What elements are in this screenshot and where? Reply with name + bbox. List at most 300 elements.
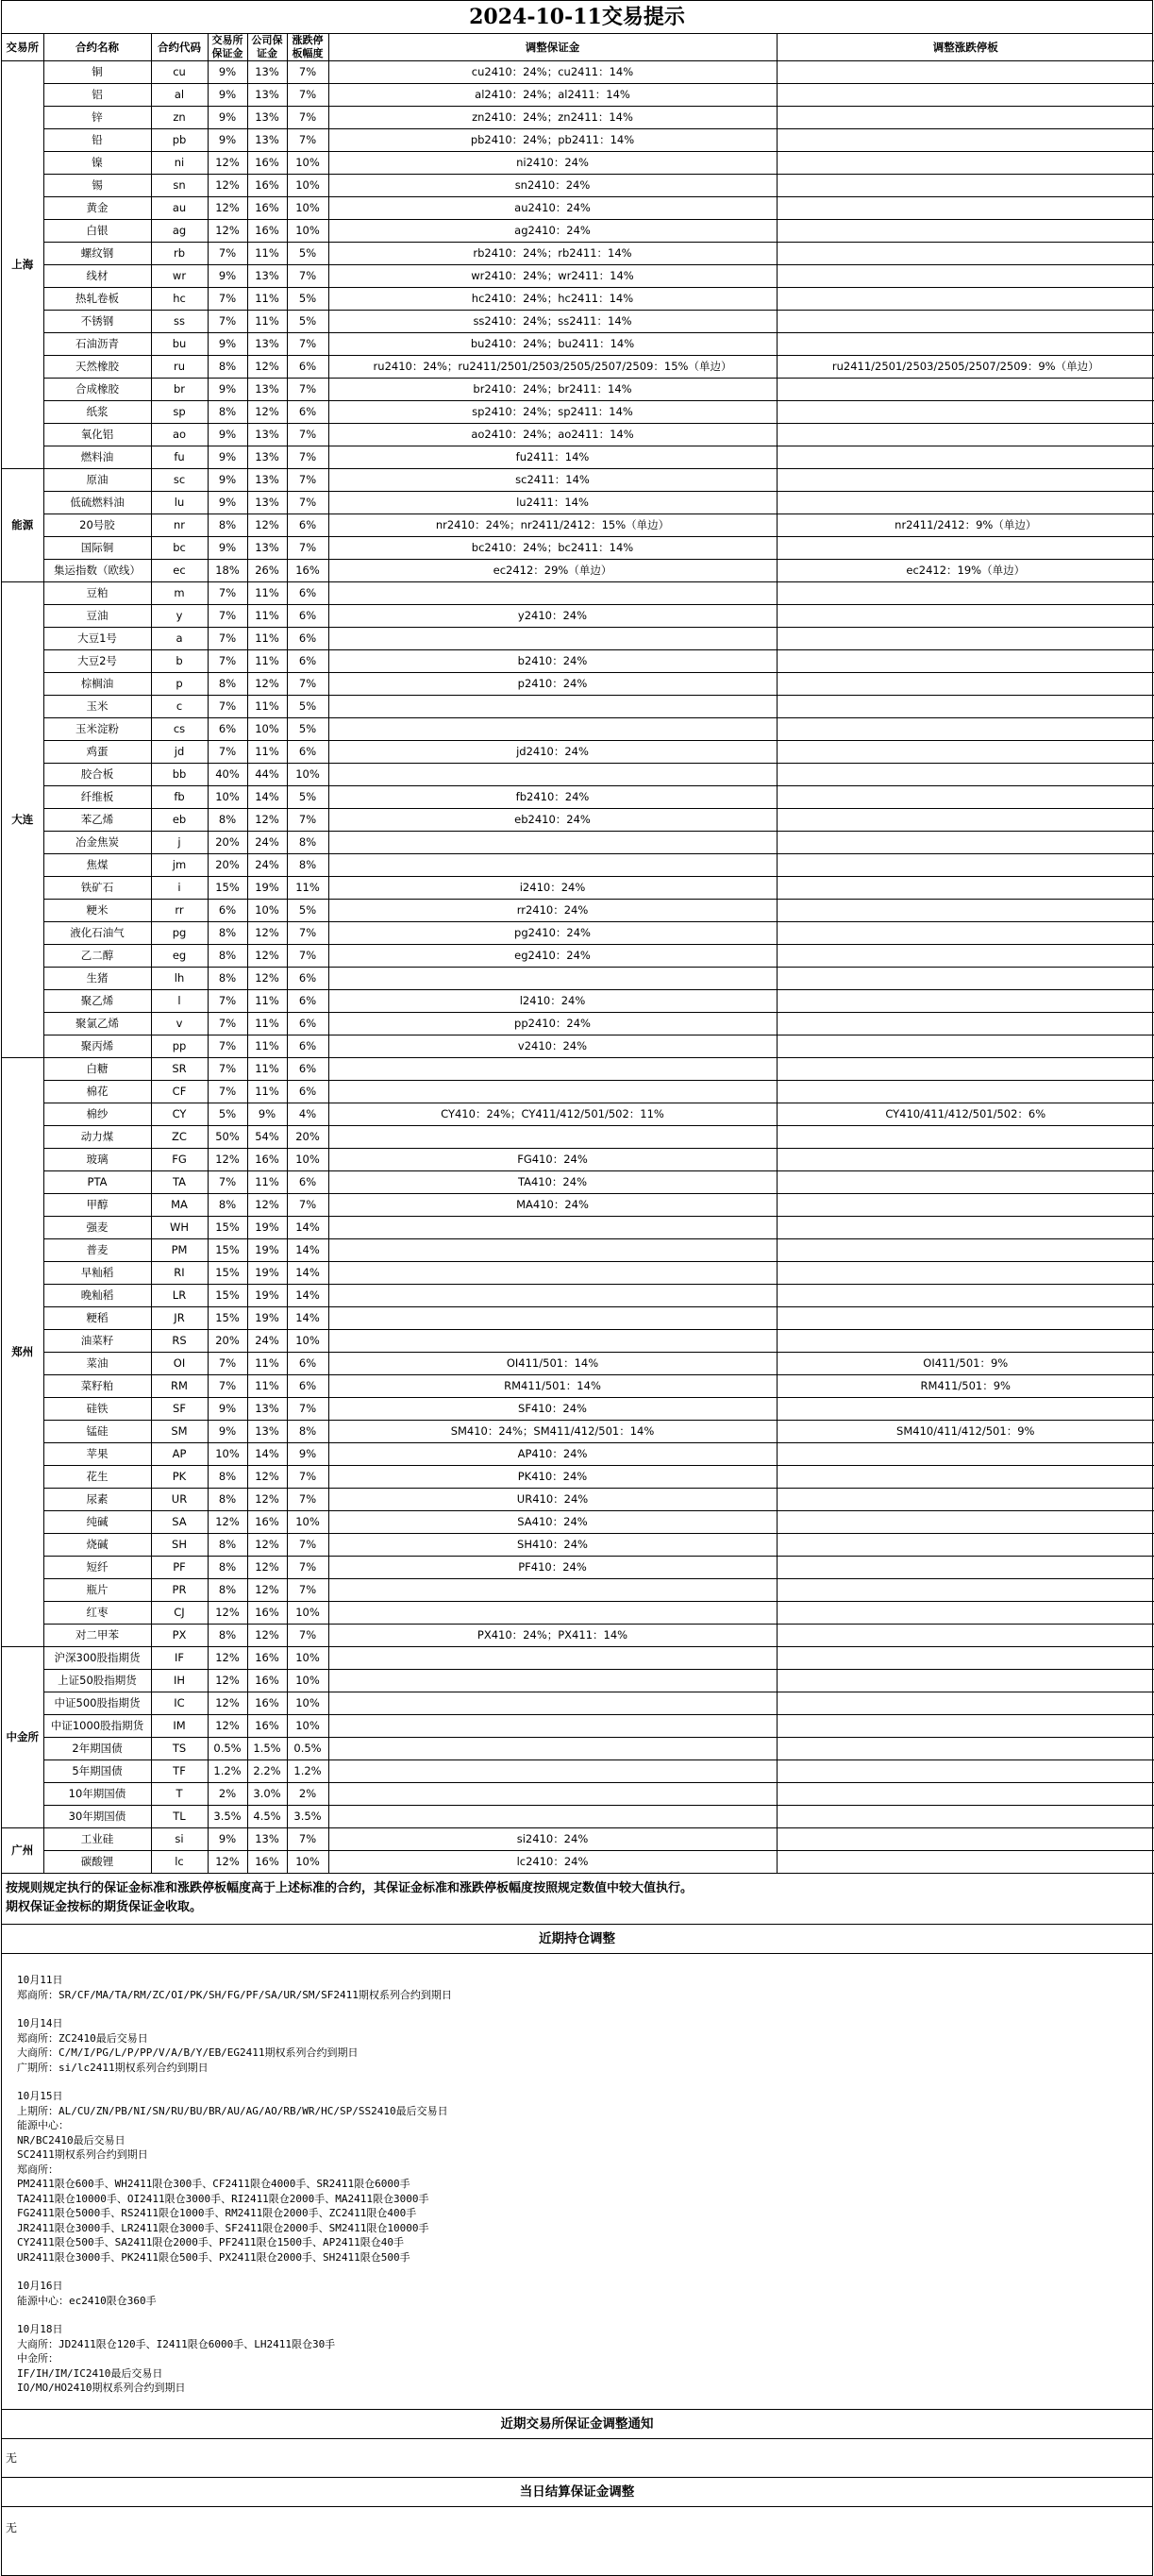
position-group bbox=[17, 2016, 1137, 2075]
adjusted-limit-cell bbox=[777, 718, 1154, 741]
exchange-margin-cell: 8% bbox=[208, 1194, 247, 1217]
limit-cell: 7% bbox=[287, 424, 328, 446]
exchange-margin-cell: 8% bbox=[208, 809, 247, 832]
company-margin-cell: 13% bbox=[247, 446, 287, 469]
position-date: 10月16日 bbox=[17, 2280, 63, 2292]
exchange-margin-cell: 9% bbox=[208, 424, 247, 446]
limit-cell: 5% bbox=[287, 288, 328, 311]
position-line: 能源中心：ec2410限仓360手 bbox=[17, 2294, 157, 2307]
exchange-margin-cell: 9% bbox=[208, 84, 247, 107]
table-row bbox=[2, 1738, 1154, 1760]
adjusted-margin-cell: i2410：24% bbox=[328, 877, 777, 900]
table-row bbox=[2, 1421, 1154, 1443]
company-margin-cell: 16% bbox=[247, 175, 287, 197]
company-margin-cell: 12% bbox=[247, 514, 287, 537]
contract-name-cell: 集运指数（欧线） bbox=[43, 560, 151, 582]
contract-name-cell: 油菜籽 bbox=[43, 1330, 151, 1353]
table-row bbox=[2, 1194, 1154, 1217]
company-margin-cell: 11% bbox=[247, 1375, 287, 1398]
contract-name-cell: 玻璃 bbox=[43, 1149, 151, 1171]
adjusted-limit-cell bbox=[777, 1806, 1154, 1828]
adjusted-limit-cell bbox=[777, 1625, 1154, 1647]
exchange-margin-cell: 7% bbox=[208, 1058, 247, 1081]
company-margin-cell: 13% bbox=[247, 1398, 287, 1421]
exchange-cell: 能源 bbox=[2, 469, 43, 582]
adjusted-limit-cell bbox=[777, 877, 1154, 900]
exchange-margin-cell: 7% bbox=[208, 650, 247, 673]
table-row bbox=[2, 628, 1154, 650]
note-line: 期权保证金按标的期货保证金收取。 bbox=[6, 1900, 203, 1914]
contract-name-cell: 鸡蛋 bbox=[43, 741, 151, 764]
contract-name-cell: 5年期国债 bbox=[43, 1760, 151, 1783]
contract-code-cell: y bbox=[151, 605, 208, 628]
contract-code-cell: cs bbox=[151, 718, 208, 741]
adjusted-limit-cell: nr2411/2412：9%（单边） bbox=[777, 514, 1154, 537]
adjusted-margin-cell: PX410：24%；PX411：14% bbox=[328, 1625, 777, 1647]
company-margin-cell: 19% bbox=[247, 1307, 287, 1330]
contract-code-cell: PF bbox=[151, 1557, 208, 1579]
adjusted-limit-cell bbox=[777, 1443, 1154, 1466]
contract-code-cell: p bbox=[151, 673, 208, 696]
adjusted-margin-cell: lc2410：24% bbox=[328, 1851, 777, 1874]
exchange-margin-cell: 8% bbox=[208, 945, 247, 968]
header-company-margin: 公司保证金 bbox=[247, 34, 287, 61]
adjusted-margin-cell bbox=[328, 1126, 777, 1149]
position-group bbox=[17, 1973, 1137, 2002]
table-row bbox=[2, 492, 1154, 514]
contract-name-cell: 苹果 bbox=[43, 1443, 151, 1466]
adjusted-limit-cell bbox=[777, 1579, 1154, 1602]
table-row bbox=[2, 1353, 1154, 1375]
trading-notice-sheet bbox=[1, 0, 1153, 2576]
contract-code-cell: lh bbox=[151, 968, 208, 990]
adjusted-limit-cell bbox=[777, 152, 1154, 175]
limit-cell: 6% bbox=[287, 582, 328, 605]
adjusted-margin-cell bbox=[328, 1783, 777, 1806]
position-line: IF/IH/IM/IC2410最后交易日 bbox=[17, 2366, 163, 2380]
table-row bbox=[2, 1602, 1154, 1625]
adjusted-limit-cell: SM410/411/412/501：9% bbox=[777, 1421, 1154, 1443]
company-margin-cell: 19% bbox=[247, 877, 287, 900]
adjusted-margin-cell: AP410：24% bbox=[328, 1443, 777, 1466]
limit-cell: 7% bbox=[287, 333, 328, 356]
company-margin-cell: 11% bbox=[247, 288, 287, 311]
exchange-margin-cell: 9% bbox=[208, 1828, 247, 1851]
contract-code-cell: CJ bbox=[151, 1602, 208, 1625]
contract-code-cell: au bbox=[151, 197, 208, 220]
adjusted-limit-cell bbox=[777, 424, 1154, 446]
contract-name-cell: 上证50股指期货 bbox=[43, 1670, 151, 1692]
position-line: 中金所： bbox=[17, 2352, 59, 2365]
adjusted-margin-cell: zn2410：24%；zn2411：14% bbox=[328, 107, 777, 129]
contract-name-cell: 铜 bbox=[43, 61, 151, 84]
adjusted-margin-cell: PF410：24% bbox=[328, 1557, 777, 1579]
company-margin-cell: 13% bbox=[247, 61, 287, 84]
adjusted-limit-cell bbox=[777, 1602, 1154, 1625]
exchange-margin-cell: 9% bbox=[208, 61, 247, 84]
table-row bbox=[2, 1149, 1154, 1171]
limit-cell: 10% bbox=[287, 220, 328, 243]
adjusted-limit-cell bbox=[777, 1171, 1154, 1194]
position-group bbox=[17, 2089, 1137, 2265]
adjusted-margin-cell bbox=[328, 1579, 777, 1602]
table-row bbox=[2, 1307, 1154, 1330]
adjusted-limit-cell: ru2411/2501/2503/2505/2507/2509：9%（单边） bbox=[777, 356, 1154, 379]
table-row bbox=[2, 175, 1154, 197]
limit-cell: 1.2% bbox=[287, 1760, 328, 1783]
page-title: 2024-10-11交易提示 bbox=[2, 1, 1152, 34]
company-margin-cell: 1.5% bbox=[247, 1738, 287, 1760]
adjusted-limit-cell: OI411/501：9% bbox=[777, 1353, 1154, 1375]
contract-name-cell: 铝 bbox=[43, 84, 151, 107]
exchange-margin-cell: 7% bbox=[208, 1375, 247, 1398]
contract-code-cell: JR bbox=[151, 1307, 208, 1330]
exchange-margin-cell: 12% bbox=[208, 197, 247, 220]
contract-name-cell: 白银 bbox=[43, 220, 151, 243]
company-margin-cell: 13% bbox=[247, 84, 287, 107]
adjusted-margin-cell: sn2410：24% bbox=[328, 175, 777, 197]
adjusted-margin-cell bbox=[328, 1602, 777, 1625]
limit-cell: 5% bbox=[287, 243, 328, 265]
adjusted-limit-cell: CY410/411/412/501/502：6% bbox=[777, 1103, 1154, 1126]
exchange-margin-cell: 0.5% bbox=[208, 1738, 247, 1760]
contract-name-cell: 纯碱 bbox=[43, 1511, 151, 1534]
company-margin-cell: 13% bbox=[247, 379, 287, 401]
contract-code-cell: ni bbox=[151, 152, 208, 175]
table-row bbox=[2, 764, 1154, 786]
contract-code-cell: IF bbox=[151, 1647, 208, 1670]
contract-code-cell: eg bbox=[151, 945, 208, 968]
adjusted-margin-cell: al2410：24%；al2411：14% bbox=[328, 84, 777, 107]
contract-name-cell: 短纤 bbox=[43, 1557, 151, 1579]
exchange-margin-cell: 7% bbox=[208, 1353, 247, 1375]
contract-name-cell: 硅铁 bbox=[43, 1398, 151, 1421]
adjusted-limit-cell bbox=[777, 968, 1154, 990]
adjusted-margin-cell: pp2410：24% bbox=[328, 1013, 777, 1035]
contract-name-cell: 豆油 bbox=[43, 605, 151, 628]
contract-code-cell: ZC bbox=[151, 1126, 208, 1149]
table-row bbox=[2, 311, 1154, 333]
table-row bbox=[2, 922, 1154, 945]
adjusted-margin-cell: jd2410：24% bbox=[328, 741, 777, 764]
company-margin-cell: 12% bbox=[247, 673, 287, 696]
table-row bbox=[2, 243, 1154, 265]
exchange-margin-cell: 18% bbox=[208, 560, 247, 582]
exchange-margin-cell: 10% bbox=[208, 786, 247, 809]
contract-code-cell: LR bbox=[151, 1285, 208, 1307]
header-adjusted-limit: 调整涨跌停板 bbox=[777, 34, 1154, 61]
company-margin-cell: 11% bbox=[247, 1058, 287, 1081]
table-row bbox=[2, 197, 1154, 220]
limit-cell: 7% bbox=[287, 1398, 328, 1421]
exchange-margin-cell: 20% bbox=[208, 832, 247, 854]
limit-cell: 5% bbox=[287, 900, 328, 922]
contract-name-cell: 冶金焦炭 bbox=[43, 832, 151, 854]
adjusted-margin-cell: UR410：24% bbox=[328, 1489, 777, 1511]
limit-cell: 10% bbox=[287, 1149, 328, 1171]
exchange-margin-cell: 12% bbox=[208, 152, 247, 175]
company-margin-cell: 16% bbox=[247, 1851, 287, 1874]
limit-cell: 6% bbox=[287, 628, 328, 650]
company-margin-cell: 16% bbox=[247, 1602, 287, 1625]
limit-cell: 8% bbox=[287, 832, 328, 854]
adjusted-limit-cell bbox=[777, 673, 1154, 696]
adjusted-limit-cell bbox=[777, 1307, 1154, 1330]
adjusted-margin-cell: rr2410：24% bbox=[328, 900, 777, 922]
table-row bbox=[2, 560, 1154, 582]
contract-name-cell: 胶合板 bbox=[43, 764, 151, 786]
adjusted-limit-cell bbox=[777, 311, 1154, 333]
company-margin-cell: 26% bbox=[247, 560, 287, 582]
rules-notes bbox=[2, 1874, 1152, 1925]
adjusted-limit-cell bbox=[777, 446, 1154, 469]
adjusted-limit-cell bbox=[777, 922, 1154, 945]
company-margin-cell: 11% bbox=[247, 650, 287, 673]
exchange-margin-cell: 15% bbox=[208, 1217, 247, 1239]
limit-cell: 6% bbox=[287, 1081, 328, 1103]
contract-name-cell: 大豆1号 bbox=[43, 628, 151, 650]
contract-code-cell: c bbox=[151, 696, 208, 718]
contract-code-cell: SR bbox=[151, 1058, 208, 1081]
limit-cell: 10% bbox=[287, 1851, 328, 1874]
table-row bbox=[2, 265, 1154, 288]
contract-code-cell: lc bbox=[151, 1851, 208, 1874]
table-row bbox=[2, 1579, 1154, 1602]
adjusted-margin-cell: ru2410：24%；ru2411/2501/2503/2505/2507/2509：15%（单边） bbox=[328, 356, 777, 379]
adjusted-limit-cell bbox=[777, 990, 1154, 1013]
adjusted-limit-cell bbox=[777, 1534, 1154, 1557]
adjusted-limit-cell bbox=[777, 1058, 1154, 1081]
adjusted-limit-cell bbox=[777, 696, 1154, 718]
table-row bbox=[2, 945, 1154, 968]
company-margin-cell: 16% bbox=[247, 1149, 287, 1171]
adjusted-limit-cell bbox=[777, 628, 1154, 650]
table-row bbox=[2, 1828, 1154, 1851]
contract-name-cell: 花生 bbox=[43, 1466, 151, 1489]
exchange-margin-cell: 7% bbox=[208, 311, 247, 333]
contract-name-cell: 铁矿石 bbox=[43, 877, 151, 900]
exchange-margin-cell: 12% bbox=[208, 1647, 247, 1670]
limit-cell: 6% bbox=[287, 401, 328, 424]
adjusted-limit-cell bbox=[777, 1330, 1154, 1353]
limit-cell: 10% bbox=[287, 1670, 328, 1692]
company-margin-cell: 13% bbox=[247, 265, 287, 288]
position-date: 10月18日 bbox=[17, 2323, 63, 2335]
adjusted-margin-cell: TA410：24% bbox=[328, 1171, 777, 1194]
adjusted-limit-cell bbox=[777, 175, 1154, 197]
company-margin-cell: 16% bbox=[247, 1670, 287, 1692]
limit-cell: 7% bbox=[287, 107, 328, 129]
exchange-margin-cell: 7% bbox=[208, 288, 247, 311]
exchange-margin-cell: 8% bbox=[208, 1466, 247, 1489]
company-margin-cell: 11% bbox=[247, 243, 287, 265]
limit-cell: 14% bbox=[287, 1307, 328, 1330]
contract-name-cell: 线材 bbox=[43, 265, 151, 288]
contract-code-cell: OI bbox=[151, 1353, 208, 1375]
limit-cell: 10% bbox=[287, 1692, 328, 1715]
exchange-margin-cell: 9% bbox=[208, 333, 247, 356]
limit-cell: 3.5% bbox=[287, 1806, 328, 1828]
adjusted-limit-cell bbox=[777, 1262, 1154, 1285]
contract-name-cell: 棉纱 bbox=[43, 1103, 151, 1126]
exchange-margin-cell: 20% bbox=[208, 854, 247, 877]
company-margin-cell: 13% bbox=[247, 107, 287, 129]
contract-code-cell: ru bbox=[151, 356, 208, 379]
contract-code-cell: TA bbox=[151, 1171, 208, 1194]
adjusted-margin-cell bbox=[328, 1217, 777, 1239]
contract-name-cell: 玉米淀粉 bbox=[43, 718, 151, 741]
adjusted-limit-cell bbox=[777, 832, 1154, 854]
adjusted-margin-cell: ec2412：29%（单边） bbox=[328, 560, 777, 582]
adjusted-limit-cell bbox=[777, 492, 1154, 514]
adjusted-margin-cell bbox=[328, 968, 777, 990]
exchange-margin-cell: 7% bbox=[208, 1171, 247, 1194]
adjusted-limit-cell bbox=[777, 129, 1154, 152]
adjusted-limit-cell bbox=[777, 582, 1154, 605]
adjusted-margin-cell: ni2410：24% bbox=[328, 152, 777, 175]
limit-cell: 14% bbox=[287, 1285, 328, 1307]
exchange-margin-cell: 9% bbox=[208, 1398, 247, 1421]
position-line: PM2411限仓600手、WH2411限仓300手、CF2411限仓4000手、SR2411限仓6000手 bbox=[17, 2178, 410, 2190]
table-row bbox=[2, 650, 1154, 673]
table-row bbox=[2, 1081, 1154, 1103]
contract-code-cell: CY bbox=[151, 1103, 208, 1126]
adjusted-limit-cell bbox=[777, 1013, 1154, 1035]
company-margin-cell: 11% bbox=[247, 1035, 287, 1058]
exchange-margin-cell: 7% bbox=[208, 696, 247, 718]
table-row bbox=[2, 1013, 1154, 1035]
exchange-margin-cell: 3.5% bbox=[208, 1806, 247, 1828]
contract-name-cell: 早籼稻 bbox=[43, 1262, 151, 1285]
contract-name-cell: 氧化铝 bbox=[43, 424, 151, 446]
contract-code-cell: rb bbox=[151, 243, 208, 265]
limit-cell: 7% bbox=[287, 265, 328, 288]
company-margin-cell: 19% bbox=[247, 1262, 287, 1285]
adjusted-limit-cell bbox=[777, 1149, 1154, 1171]
table-row bbox=[2, 877, 1154, 900]
contract-code-cell: bu bbox=[151, 333, 208, 356]
contract-code-cell: al bbox=[151, 84, 208, 107]
limit-cell: 7% bbox=[287, 809, 328, 832]
adjusted-margin-cell: sp2410：24%；sp2411：14% bbox=[328, 401, 777, 424]
limit-cell: 7% bbox=[287, 945, 328, 968]
adjusted-limit-cell bbox=[777, 900, 1154, 922]
table-row bbox=[2, 832, 1154, 854]
limit-cell: 7% bbox=[287, 1579, 328, 1602]
settlement-title: 当日结算保证金调整 bbox=[2, 2478, 1152, 2507]
adjusted-limit-cell bbox=[777, 1715, 1154, 1738]
adjusted-limit-cell bbox=[777, 220, 1154, 243]
adjusted-limit-cell bbox=[777, 288, 1154, 311]
company-margin-cell: 10% bbox=[247, 900, 287, 922]
adjusted-margin-cell: bc2410：24%；bc2411：14% bbox=[328, 537, 777, 560]
table-row bbox=[2, 1035, 1154, 1058]
company-margin-cell: 11% bbox=[247, 1081, 287, 1103]
adjusted-limit-cell bbox=[777, 1760, 1154, 1783]
adjusted-limit-cell bbox=[777, 1035, 1154, 1058]
contract-name-cell: 大豆2号 bbox=[43, 650, 151, 673]
limit-cell: 7% bbox=[287, 446, 328, 469]
adjusted-limit-cell bbox=[777, 854, 1154, 877]
adjusted-limit-cell bbox=[777, 1489, 1154, 1511]
exchange-margin-cell: 7% bbox=[208, 1035, 247, 1058]
contract-code-cell: zn bbox=[151, 107, 208, 129]
table-row bbox=[2, 900, 1154, 922]
adjusted-margin-cell: ag2410：24% bbox=[328, 220, 777, 243]
contract-name-cell: 对二甲苯 bbox=[43, 1625, 151, 1647]
position-line: 郑商所：SR/CF/MA/TA/RM/ZC/OI/PK/SH/FG/PF/SA/UR/SM/SF2411期权系列合约到期日 bbox=[17, 1988, 452, 2001]
contract-code-cell: bb bbox=[151, 764, 208, 786]
limit-cell: 7% bbox=[287, 469, 328, 492]
company-margin-cell: 13% bbox=[247, 469, 287, 492]
exchange-margin-cell: 6% bbox=[208, 718, 247, 741]
header-adjusted-margin: 调整保证金 bbox=[328, 34, 777, 61]
position-line: NR/BC2410最后交易日 bbox=[17, 2133, 125, 2147]
adjusted-margin-cell: v2410：24% bbox=[328, 1035, 777, 1058]
adjusted-margin-cell: sc2411：14% bbox=[328, 469, 777, 492]
contract-code-cell: hc bbox=[151, 288, 208, 311]
limit-cell: 7% bbox=[287, 1534, 328, 1557]
adjusted-limit-cell bbox=[777, 1828, 1154, 1851]
table-row bbox=[2, 605, 1154, 628]
limit-cell: 0.5% bbox=[287, 1738, 328, 1760]
table-row bbox=[2, 1375, 1154, 1398]
adjusted-limit-cell bbox=[777, 764, 1154, 786]
contract-name-cell: 聚氯乙烯 bbox=[43, 1013, 151, 1035]
contract-name-cell: 菜油 bbox=[43, 1353, 151, 1375]
exchange-margin-cell: 7% bbox=[208, 243, 247, 265]
company-margin-cell: 44% bbox=[247, 764, 287, 786]
limit-cell: 10% bbox=[287, 1715, 328, 1738]
company-margin-cell: 24% bbox=[247, 1330, 287, 1353]
position-date: 10月15日 bbox=[17, 2090, 63, 2102]
limit-cell: 6% bbox=[287, 1035, 328, 1058]
exchange-margin-cell: 12% bbox=[208, 1149, 247, 1171]
adjusted-margin-cell: SA410：24% bbox=[328, 1511, 777, 1534]
adjusted-margin-cell: CY410：24%；CY411/412/501/502：11% bbox=[328, 1103, 777, 1126]
adjusted-margin-cell: MA410：24% bbox=[328, 1194, 777, 1217]
adjusted-margin-cell bbox=[328, 718, 777, 741]
table-row bbox=[2, 1466, 1154, 1489]
exchange-margin-cell: 12% bbox=[208, 1851, 247, 1874]
adjusted-limit-cell bbox=[777, 945, 1154, 968]
limit-cell: 7% bbox=[287, 537, 328, 560]
exchange-cell: 广州 bbox=[2, 1828, 43, 1874]
adjusted-margin-cell: fb2410：24% bbox=[328, 786, 777, 809]
adjusted-limit-cell bbox=[777, 61, 1154, 84]
exchange-margin-cell: 8% bbox=[208, 1489, 247, 1511]
adjusted-margin-cell: SM410：24%；SM411/412/501：14% bbox=[328, 1421, 777, 1443]
adjusted-limit-cell bbox=[777, 1285, 1154, 1307]
contract-code-cell: jm bbox=[151, 854, 208, 877]
table-row bbox=[2, 1239, 1154, 1262]
adjusted-margin-cell: OI411/501：14% bbox=[328, 1353, 777, 1375]
company-margin-cell: 12% bbox=[247, 1194, 287, 1217]
limit-cell: 14% bbox=[287, 1239, 328, 1262]
exchange-margin-cell: 15% bbox=[208, 1239, 247, 1262]
position-line: 郑商所：ZC2410最后交易日 bbox=[17, 2031, 148, 2045]
company-margin-cell: 11% bbox=[247, 1171, 287, 1194]
exchange-margin-cell: 6% bbox=[208, 900, 247, 922]
contract-name-cell: 10年期国债 bbox=[43, 1783, 151, 1806]
limit-cell: 7% bbox=[287, 379, 328, 401]
adjusted-margin-cell: rb2410：24%；rb2411：14% bbox=[328, 243, 777, 265]
adjusted-limit-cell bbox=[777, 1398, 1154, 1421]
contract-name-cell: 不锈钢 bbox=[43, 311, 151, 333]
contract-name-cell: 镍 bbox=[43, 152, 151, 175]
company-margin-cell: 14% bbox=[247, 786, 287, 809]
limit-cell: 10% bbox=[287, 1647, 328, 1670]
